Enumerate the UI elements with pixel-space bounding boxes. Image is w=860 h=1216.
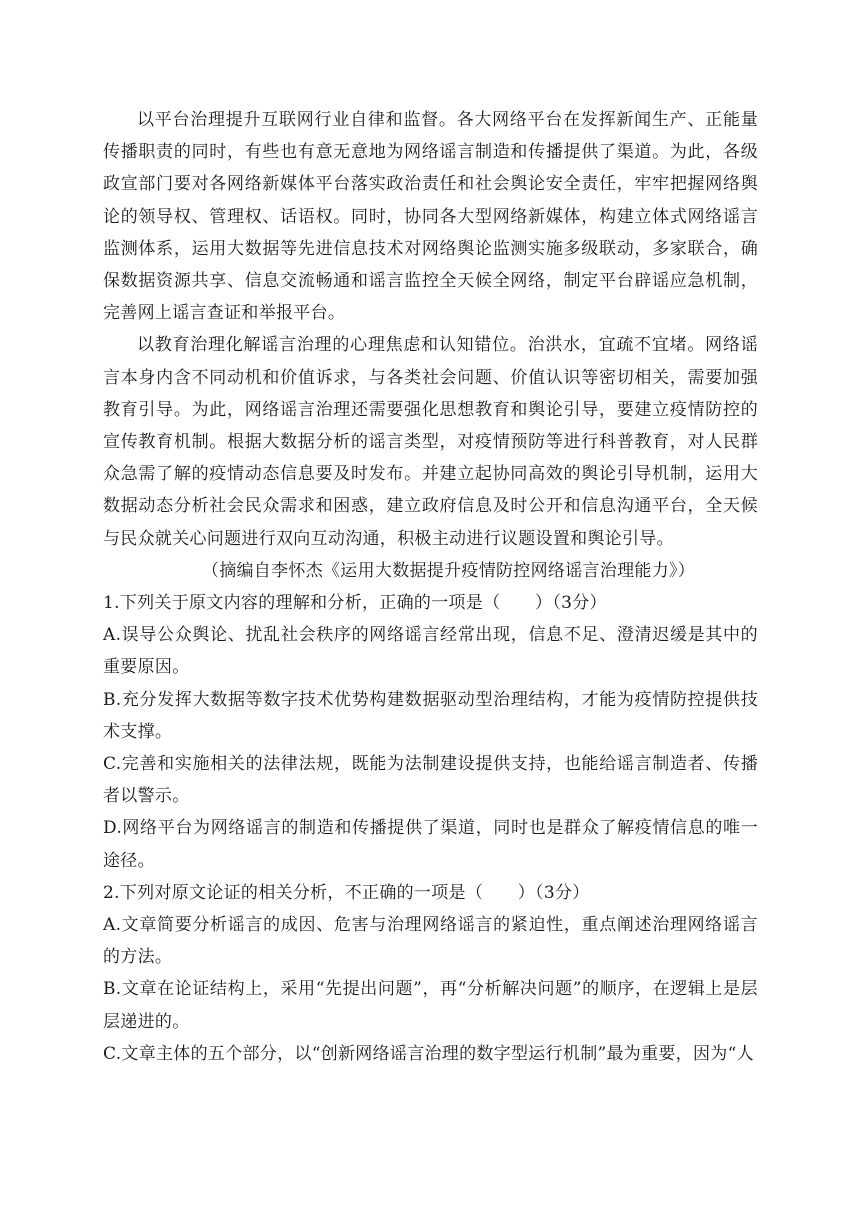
question-1-option-d: D.网络平台为网络谣言的制造和传播提供了渠道，同时也是群众了解疫情信息的唯一途径。 [103,818,758,871]
question-2-option-a: A.文章简要分析谣言的成因、危害与治理网络谣言的紧迫性，重点阐述治理网络谣言的方法。 [103,915,758,968]
paragraph-education-governance: 以教育治理化解谣言治理的心理焦虑和认知错位。治洪水，宜疏不宜堵。网络谣言本身内含不同动机和价值诉求，与各类社会问题、价值认识等密切相关，需要加强教育引导。为此，网络谣言治理还需要强化思想教育和舆论引导，要建立疫情防控的宣传教育机制。根据大数据分析的谣言类型，对疫情预防等进行科普教育，对人民群众急需了解的疫情动态信息要及时发布。并建立起协同高效的舆论引导机制，运用大数据动态分析社会民众需求和困惑，建立政府信息及时公开和信息沟通平台，全天候与民众就关心问题进行双向互动沟通，积极主动进行议题设置和舆论引导。 [103,335,758,549]
question-2-option-b: B.文章在论证结构上，采用“先提出问题”，再“分析解决问题”的顺序，在逻辑上是层层递进的。 [103,979,758,1032]
question-1-option-c: C.完善和实施相关的法律法规，既能为法制建设提供支持，也能给谣言制造者、传播者以警示。 [103,754,758,807]
paragraph-platform-governance: 以平台治理提升互联网行业自律和监督。各大网络平台在发挥新闻生产、正能量传播职责的同时，有些也有意无意地为网络谣言制造和传播提供了渠道。为此，各级政宣部门要对各网络新媒体平台落实政治责任和社会舆论安全责任，牢牢把握网络舆论的领导权、管理权、话语权。同时，协同各大型网络新媒体，构建立体式网络谣言监测体系，运用大数据等先进信息技术对网络舆论监测实施多级联动，多家联合，确保数据资源共享、信息交流畅通和谣言监控全天候全网络，制定平台辟谣应急机制，完善网上谣言查证和举报平台。 [103,110,758,324]
question-2-option-c: C.文章主体的五个部分，以“创新网络谣言治理的数字型运行机制”最为重要，因为“人 [103,1043,754,1064]
question-1-option-a: A.误导公众舆论、扰乱社会秩序的网络谣言经常出现，信息不足、澄清迟缓是其中的重要原因。 [103,625,758,678]
question-1-option-b: B.充分发挥大数据等数字技术优势构建数据驱动型治理结构，才能为疫情防控提供技术支撑。 [103,689,758,742]
source-citation: （摘编自李怀杰《运用大数据提升疫情防控网络谣言治理能力》） [201,560,696,581]
question-2-stem: 2.下列对原文论证的相关分析，不正确的一项是（ ）（3分） [103,882,590,903]
document-body [103,104,758,1070]
question-1-stem: 1.下列关于原文内容的理解和分析，正确的一项是（ ）（3分） [103,593,607,614]
